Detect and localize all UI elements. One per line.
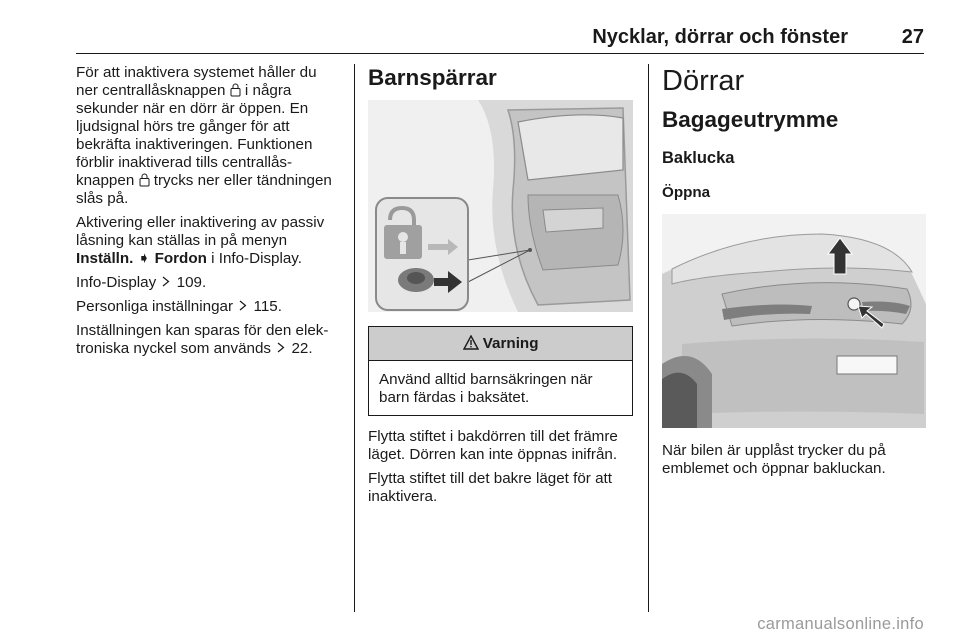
lock-button-icon bbox=[230, 83, 241, 97]
lock-button-icon bbox=[139, 173, 150, 187]
paragraph-activate-child-lock: Flytta stiftet i bakdörren till det främre läget. Dörren kan inte öppnas inifrån. bbox=[368, 428, 618, 463]
column-doors bbox=[662, 64, 926, 484]
page-ref-arrow-icon bbox=[162, 274, 170, 292]
paragraph-menu-setting: Aktivering eller inaktivering av passiv låsning kan ställas in på menyn Inställn. ➧ Fordon i Info-Display. bbox=[76, 214, 325, 267]
tailgate-illustration bbox=[662, 214, 926, 428]
paragraph-deactivation: För att inaktivera systemet håller du ner centrallåsknappen i några sekunder när en dörr är öppen. En ljudsignal hörs tre gånger för att bekräfta inaktiveringen. Funktionen förblir inaktiverad tills centrallås-knappen trycks ner eller tändningen slås på. bbox=[76, 64, 332, 207]
subsection-heading-load-compartment: Bagageutrymme bbox=[662, 107, 839, 132]
reference-info-display[interactable]: Info-Display 109. bbox=[76, 274, 207, 291]
header-divider bbox=[76, 53, 924, 54]
column-divider-right bbox=[648, 64, 649, 612]
column-divider-left bbox=[354, 64, 355, 612]
warning-header: Varning bbox=[369, 327, 632, 361]
column-passive-locking bbox=[76, 64, 342, 364]
subsection-heading-opening: Öppna bbox=[662, 184, 711, 201]
warning-triangle-icon bbox=[463, 335, 479, 350]
warning-box bbox=[368, 326, 633, 416]
paragraph-electronic-key: Inställningen kan sparas för den elek-troniska nyckel som används 22. bbox=[76, 322, 329, 357]
paragraph-open-tailgate: När bilen är upplåst trycker du på emblemet och öppnar bakluckan. bbox=[662, 442, 886, 477]
menu-settings-label: Inställn. bbox=[76, 250, 134, 267]
warning-text: Använd alltid barnsäkringen när barn färdas i baksätet. bbox=[379, 371, 593, 406]
page-ref-arrow-icon bbox=[239, 298, 247, 316]
reference-personal-settings[interactable]: Personliga inställningar 115. bbox=[76, 298, 282, 315]
menu-vehicle-label: Fordon bbox=[154, 250, 207, 267]
menu-separator: ➧ bbox=[137, 250, 151, 267]
section-heading-child-locks: Barnspärrar bbox=[368, 65, 497, 90]
column-child-locks bbox=[368, 64, 633, 512]
paragraph-deactivate-child-lock: Flytta stiftet till det bakre läget för att inaktivera. bbox=[368, 470, 612, 505]
page-ref-arrow-icon bbox=[277, 340, 285, 358]
page-number: 27 bbox=[901, 26, 924, 48]
chapter-title: Nycklar, dörrar och fönster bbox=[592, 26, 848, 48]
subsection-heading-tailgate: Baklucka bbox=[662, 149, 735, 167]
section-heading-doors: Dörrar bbox=[662, 65, 745, 97]
watermark: carmanualsonline.info bbox=[757, 615, 924, 633]
child-lock-illustration bbox=[368, 100, 633, 312]
